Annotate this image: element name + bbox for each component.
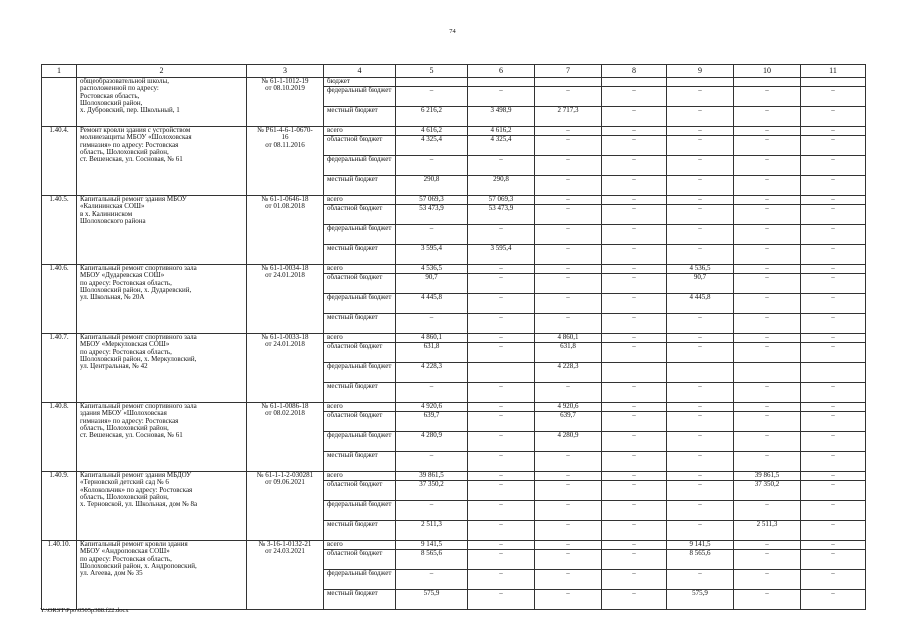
amount-cell: – xyxy=(468,472,535,481)
amount-cell: – xyxy=(468,343,535,363)
funding-source: местный бюджет xyxy=(324,383,396,403)
amount-cell: – xyxy=(602,196,667,205)
amount-cell xyxy=(801,363,866,383)
amount-cell: – xyxy=(602,432,667,452)
amount-cell: – xyxy=(734,176,801,196)
amount-cell: – xyxy=(602,481,667,501)
amount-cell: – xyxy=(667,521,734,541)
amount-cell: – xyxy=(468,550,535,570)
amount-cell: – xyxy=(667,107,734,127)
amount-cell: 39 861,5 xyxy=(396,472,468,481)
row-number: 1.40.8. xyxy=(42,403,77,472)
amount-cell: 2 511,3 xyxy=(734,521,801,541)
col-header: 8 xyxy=(602,65,667,78)
amount-cell: – xyxy=(468,541,535,550)
amount-cell: – xyxy=(468,521,535,541)
amount-cell: – xyxy=(801,432,866,452)
amount-cell: – xyxy=(468,590,535,610)
amount-cell: 9 141,5 xyxy=(396,541,468,550)
amount-cell: – xyxy=(535,225,602,245)
amount-cell: 4 616,2 xyxy=(396,127,468,136)
amount-cell: – xyxy=(734,452,801,472)
amount-cell: – xyxy=(801,196,866,205)
amount-cell: – xyxy=(602,541,667,550)
amount-cell: – xyxy=(734,412,801,432)
row-number: 1.40.6. xyxy=(42,265,77,334)
amount-cell: – xyxy=(535,205,602,225)
table-row xyxy=(42,196,866,205)
document-code: № 61-1-0034-18 от 24.01.2018 xyxy=(247,265,324,334)
amount-cell: – xyxy=(396,383,468,403)
funding-source: местный бюджет xyxy=(324,590,396,610)
amount-cell: – xyxy=(667,403,734,412)
amount-cell: – xyxy=(801,274,866,294)
amount-cell: 4 920,6 xyxy=(396,403,468,412)
amount-cell: 631,8 xyxy=(535,343,602,363)
amount-cell: 4 920,6 xyxy=(535,403,602,412)
amount-cell: 3 595,4 xyxy=(396,245,468,265)
amount-cell: – xyxy=(602,274,667,294)
amount-cell: 4 536,5 xyxy=(667,265,734,274)
amount-cell: – xyxy=(801,225,866,245)
funding-source: всего xyxy=(324,472,396,481)
amount-cell: – xyxy=(535,156,602,176)
amount-cell: – xyxy=(734,87,801,107)
amount-cell: 290,8 xyxy=(468,176,535,196)
row-number: 1.40.9. xyxy=(42,472,77,541)
amount-cell: – xyxy=(734,343,801,363)
amount-cell: – xyxy=(801,205,866,225)
amount-cell: – xyxy=(801,156,866,176)
amount-cell: – xyxy=(801,107,866,127)
amount-cell: – xyxy=(734,265,801,274)
document-code: № 61-1-0033-18 от 24.01.2018 xyxy=(247,334,324,403)
amount-cell: 290,8 xyxy=(396,176,468,196)
amount-cell: – xyxy=(801,452,866,472)
amount-cell: – xyxy=(734,127,801,136)
row-number: 1.40.5. xyxy=(42,196,77,265)
amount-cell: – xyxy=(468,314,535,334)
amount-cell: – xyxy=(602,245,667,265)
object-name: Капитальный ремонт здания МБДОУ «Терновской детский сад № 6 «Колокольчик» по адресу: Ростовская область, Шолоховский район, х. Терновской, ул. Школьная, дом № 8а xyxy=(77,472,247,541)
amount-cell xyxy=(602,363,667,383)
amount-cell: – xyxy=(535,472,602,481)
amount-cell: – xyxy=(801,481,866,501)
amount-cell: – xyxy=(734,314,801,334)
amount-cell: 631,8 xyxy=(396,343,468,363)
header-row xyxy=(42,65,866,78)
amount-cell: – xyxy=(801,541,866,550)
document-code: № 3-16-1-0132-21 от 24.03.2021 xyxy=(247,541,324,610)
document-code: № 61-1-0646-18 от 01.08.2018 xyxy=(247,196,324,265)
funding-source: областной бюджет xyxy=(324,550,396,570)
amount-cell: – xyxy=(734,245,801,265)
amount-cell: – xyxy=(468,403,535,412)
object-name: Капитальный ремонт кровли здания МБОУ «Андроповская СОШ» по адресу: Ростовская область, Шолоховский район, х. Андроповский, ул. Агеева, дом № 35 xyxy=(77,541,247,610)
amount-cell: – xyxy=(801,136,866,156)
amount-cell: 4 325,4 xyxy=(396,136,468,156)
col-header: 2 xyxy=(77,65,247,78)
amount-cell: 2 717,3 xyxy=(535,107,602,127)
amount-cell: – xyxy=(734,107,801,127)
amount-cell: 3 595,4 xyxy=(468,245,535,265)
amount-cell: 2 511,3 xyxy=(396,521,468,541)
funding-source: всего xyxy=(324,403,396,412)
amount-cell: – xyxy=(396,225,468,245)
amount-cell: – xyxy=(602,107,667,127)
funding-source: местный бюджет xyxy=(324,245,396,265)
funding-source: областной бюджет xyxy=(324,205,396,225)
amount-cell: – xyxy=(535,245,602,265)
amount-cell: – xyxy=(801,521,866,541)
amount-cell: – xyxy=(602,334,667,343)
amount-cell: – xyxy=(468,156,535,176)
amount-cell: – xyxy=(801,245,866,265)
amount-cell: 4 616,2 xyxy=(468,127,535,136)
funding-source: федеральный бюджет xyxy=(324,87,396,107)
amount-cell: – xyxy=(602,87,667,107)
col-header: 5 xyxy=(396,65,468,78)
amount-cell: – xyxy=(801,472,866,481)
funding-source: федеральный бюджет xyxy=(324,156,396,176)
amount-cell: – xyxy=(396,570,468,590)
table-body xyxy=(42,78,866,610)
amount-cell: – xyxy=(468,265,535,274)
row-number xyxy=(42,78,77,127)
amount-cell: – xyxy=(667,501,734,521)
amount-cell: – xyxy=(734,225,801,245)
amount-cell: – xyxy=(667,452,734,472)
funding-source: всего xyxy=(324,127,396,136)
document-code: № Р61-4-6-1-0670- 16 от 08.11.2016 xyxy=(247,127,324,196)
funding-source: федеральный бюджет xyxy=(324,501,396,521)
amount-cell: – xyxy=(801,590,866,610)
amount-cell: – xyxy=(667,245,734,265)
amount-cell xyxy=(734,363,801,383)
amount-cell: – xyxy=(468,432,535,452)
amount-cell: – xyxy=(602,314,667,334)
amount-cell xyxy=(734,78,801,87)
amount-cell: 53 473,9 xyxy=(396,205,468,225)
amount-cell: – xyxy=(602,570,667,590)
amount-cell: 57 069,3 xyxy=(468,196,535,205)
table-row xyxy=(42,78,866,87)
amount-cell: – xyxy=(535,87,602,107)
amount-cell: – xyxy=(396,314,468,334)
amount-cell: – xyxy=(667,343,734,363)
amount-cell xyxy=(602,78,667,87)
amount-cell: – xyxy=(801,87,866,107)
amount-cell: – xyxy=(734,334,801,343)
amount-cell: 37 350,2 xyxy=(734,481,801,501)
amount-cell: – xyxy=(667,383,734,403)
amount-cell: – xyxy=(667,127,734,136)
funding-source: всего xyxy=(324,541,396,550)
amount-cell: – xyxy=(535,294,602,314)
amount-cell: – xyxy=(396,156,468,176)
funding-source: местный бюджет xyxy=(324,176,396,196)
amount-cell: – xyxy=(535,550,602,570)
amount-cell: – xyxy=(734,274,801,294)
amount-cell: – xyxy=(602,225,667,245)
funding-source: местный бюджет xyxy=(324,521,396,541)
amount-cell: – xyxy=(602,521,667,541)
amount-cell: – xyxy=(734,550,801,570)
amount-cell: 4 860,1 xyxy=(535,334,602,343)
amount-cell: – xyxy=(396,452,468,472)
amount-cell: – xyxy=(468,334,535,343)
amount-cell: – xyxy=(801,294,866,314)
col-header: 7 xyxy=(535,65,602,78)
amount-cell: – xyxy=(667,481,734,501)
amount-cell: – xyxy=(734,383,801,403)
table-row xyxy=(42,403,866,412)
amount-cell: – xyxy=(734,570,801,590)
object-name: Капитальный ремонт спортивного зала здания МБОУ «Шолоховская гимназия» по адресу: Ростовская область, Шолоховский район, ст. Вешенская, ул. Сосновая, № 61 xyxy=(77,403,247,472)
amount-cell: – xyxy=(667,136,734,156)
amount-cell: – xyxy=(801,412,866,432)
funding-source: местный бюджет xyxy=(324,107,396,127)
amount-cell: – xyxy=(667,570,734,590)
amount-cell: – xyxy=(801,314,866,334)
amount-cell: – xyxy=(801,176,866,196)
amount-cell: – xyxy=(602,294,667,314)
amount-cell: – xyxy=(535,383,602,403)
amount-cell: – xyxy=(396,501,468,521)
amount-cell: – xyxy=(602,265,667,274)
amount-cell: 4 445,8 xyxy=(396,294,468,314)
funding-source: местный бюджет xyxy=(324,314,396,334)
amount-cell: 90,7 xyxy=(396,274,468,294)
amount-cell: – xyxy=(535,127,602,136)
amount-cell: – xyxy=(667,472,734,481)
amount-cell: – xyxy=(734,541,801,550)
amount-cell: – xyxy=(602,156,667,176)
amount-cell: – xyxy=(667,196,734,205)
document-code: № 61-1-1012-19 от 08.10.2019 xyxy=(247,78,324,127)
amount-cell: – xyxy=(535,521,602,541)
col-header: 11 xyxy=(801,65,866,78)
funding-source: всего xyxy=(324,334,396,343)
amount-cell: 575,9 xyxy=(667,590,734,610)
amount-cell: 639,7 xyxy=(535,412,602,432)
amount-cell: – xyxy=(468,481,535,501)
amount-cell: – xyxy=(396,87,468,107)
amount-cell: 37 350,2 xyxy=(396,481,468,501)
amount-cell xyxy=(468,363,535,383)
col-header: 3 xyxy=(247,65,324,78)
amount-cell: – xyxy=(468,383,535,403)
amount-cell: – xyxy=(801,127,866,136)
amount-cell: – xyxy=(535,541,602,550)
col-header: 6 xyxy=(468,65,535,78)
amount-cell: – xyxy=(801,403,866,412)
amount-cell: 575,9 xyxy=(396,590,468,610)
amount-cell: – xyxy=(535,314,602,334)
object-name: Капитальный ремонт здания МБОУ «Калининская СОШ» в х. Калининском Шолоховского района xyxy=(77,196,247,265)
amount-cell: – xyxy=(602,452,667,472)
amount-cell: – xyxy=(801,265,866,274)
amount-cell: – xyxy=(734,156,801,176)
amount-cell: 4 445,8 xyxy=(667,294,734,314)
funding-source: федеральный бюджет xyxy=(324,225,396,245)
amount-cell: – xyxy=(801,383,866,403)
amount-cell: 3 498,9 xyxy=(468,107,535,127)
amount-cell: – xyxy=(535,590,602,610)
row-number: 1.40.7. xyxy=(42,334,77,403)
funding-source: местный бюджет xyxy=(324,452,396,472)
amount-cell: 8 565,6 xyxy=(396,550,468,570)
amount-cell: – xyxy=(667,314,734,334)
amount-cell: – xyxy=(468,570,535,590)
row-number: 1.40.10. xyxy=(42,541,77,610)
amount-cell: – xyxy=(602,176,667,196)
amount-cell xyxy=(396,78,468,87)
table-row xyxy=(42,265,866,274)
funding-source: областной бюджет xyxy=(324,481,396,501)
amount-cell: – xyxy=(667,87,734,107)
object-name: общеобразовательной школы, расположенной по адресу: Ростовская область, Шолоховский район, х. Дубровский, пер. Школьный, 1 xyxy=(77,78,247,127)
amount-cell: – xyxy=(734,590,801,610)
amount-cell: – xyxy=(602,590,667,610)
amount-cell: – xyxy=(801,501,866,521)
amount-cell: 90,7 xyxy=(667,274,734,294)
amount-cell: – xyxy=(667,205,734,225)
amount-cell: – xyxy=(667,412,734,432)
amount-cell: – xyxy=(468,501,535,521)
amount-cell xyxy=(801,78,866,87)
funding-source: областной бюджет xyxy=(324,274,396,294)
amount-cell: – xyxy=(602,205,667,225)
amount-cell: 4 325,4 xyxy=(468,136,535,156)
footer-file-path: Y:\ORST\Ppo\0505p388.f22.docx xyxy=(40,607,129,614)
amount-cell: 4 536,5 xyxy=(396,265,468,274)
amount-cell: – xyxy=(535,452,602,472)
object-name: Ремонт кровли здания с устройством молниезащиты МБОУ «Шолоховская гимназия» по адресу: Ростовская область, Шолоховский район, ст. Вешенская, ул. Сосновая, № 61 xyxy=(77,127,247,196)
table-row xyxy=(42,334,866,343)
amount-cell: 8 565,6 xyxy=(667,550,734,570)
amount-cell: – xyxy=(468,452,535,472)
col-header: 10 xyxy=(734,65,801,78)
page-number: 74 xyxy=(449,28,456,35)
funding-source: областной бюджет xyxy=(324,412,396,432)
amount-cell: – xyxy=(602,383,667,403)
amount-cell: – xyxy=(535,176,602,196)
amount-cell: – xyxy=(801,343,866,363)
amount-cell: 57 069,3 xyxy=(396,196,468,205)
amount-cell: – xyxy=(734,501,801,521)
amount-cell: 4 228,3 xyxy=(535,363,602,383)
amount-cell: – xyxy=(602,343,667,363)
amount-cell: – xyxy=(734,294,801,314)
amount-cell: – xyxy=(468,87,535,107)
funding-source: всего xyxy=(324,196,396,205)
amount-cell: – xyxy=(602,501,667,521)
row-number: 1.40.4. xyxy=(42,127,77,196)
amount-cell: – xyxy=(602,127,667,136)
amount-cell: – xyxy=(734,403,801,412)
funding-source: федеральный бюджет xyxy=(324,570,396,590)
amount-cell: – xyxy=(468,274,535,294)
col-header: 9 xyxy=(667,65,734,78)
amount-cell: – xyxy=(602,136,667,156)
amount-cell: 4 860,1 xyxy=(396,334,468,343)
object-name: Капитальный ремонт спортивного зала МБОУ «Дударевская СОШ» по адресу: Ростовская область, Шолоховский район, х. Дударевский, ул. Школьная, № 20А xyxy=(77,265,247,334)
amount-cell: – xyxy=(734,136,801,156)
funding-source: федеральный бюджет xyxy=(324,294,396,314)
amount-cell: – xyxy=(734,196,801,205)
amount-cell: – xyxy=(468,294,535,314)
amount-cell: 39 861,5 xyxy=(734,472,801,481)
amount-cell: – xyxy=(468,412,535,432)
amount-cell: – xyxy=(734,432,801,452)
funding-source: областной бюджет xyxy=(324,343,396,363)
amount-cell: – xyxy=(801,334,866,343)
table-row xyxy=(42,541,866,550)
amount-cell: – xyxy=(468,225,535,245)
amount-cell xyxy=(468,78,535,87)
amount-cell: 639,7 xyxy=(396,412,468,432)
budget-table xyxy=(41,64,866,610)
amount-cell: 4 280,9 xyxy=(535,432,602,452)
amount-cell: – xyxy=(667,334,734,343)
amount-cell: – xyxy=(667,432,734,452)
table-row xyxy=(42,472,866,481)
amount-cell: – xyxy=(801,570,866,590)
object-name: Капитальный ремонт спортивного зала МБОУ «Меркуловская СОШ» по адресу: Ростовская область, Шолоховский район, х. Меркуловский, ул. Центральная, № 42 xyxy=(77,334,247,403)
amount-cell: – xyxy=(667,156,734,176)
amount-cell: – xyxy=(801,550,866,570)
amount-cell: – xyxy=(535,501,602,521)
col-header: 1 xyxy=(42,65,77,78)
amount-cell xyxy=(667,78,734,87)
amount-cell: 9 141,5 xyxy=(667,541,734,550)
amount-cell: – xyxy=(667,225,734,245)
amount-cell: 4 280,9 xyxy=(396,432,468,452)
amount-cell: – xyxy=(535,136,602,156)
amount-cell: – xyxy=(535,196,602,205)
funding-source: областной бюджет xyxy=(324,136,396,156)
amount-cell: – xyxy=(602,550,667,570)
amount-cell xyxy=(667,363,734,383)
amount-cell: – xyxy=(535,481,602,501)
amount-cell: – xyxy=(667,176,734,196)
amount-cell: – xyxy=(602,403,667,412)
amount-cell xyxy=(535,78,602,87)
amount-cell: – xyxy=(602,472,667,481)
amount-cell: – xyxy=(535,570,602,590)
table-row xyxy=(42,127,866,136)
amount-cell: 4 228,3 xyxy=(396,363,468,383)
funding-source: всего xyxy=(324,265,396,274)
funding-source: бюджет xyxy=(324,78,396,87)
amount-cell: – xyxy=(535,274,602,294)
amount-cell: – xyxy=(734,205,801,225)
amount-cell: 53 473,9 xyxy=(468,205,535,225)
funding-source: федеральный бюджет xyxy=(324,432,396,452)
amount-cell: 6 216,2 xyxy=(396,107,468,127)
funding-source: федеральный бюджет xyxy=(324,363,396,383)
document-code: № 61-1-1-2-030281 от 09.06.2021 xyxy=(247,472,324,541)
col-header: 4 xyxy=(324,65,396,78)
amount-cell: – xyxy=(535,265,602,274)
document-code: № 61-1-0086-18 от 08.02.2018 xyxy=(247,403,324,472)
amount-cell: – xyxy=(602,412,667,432)
